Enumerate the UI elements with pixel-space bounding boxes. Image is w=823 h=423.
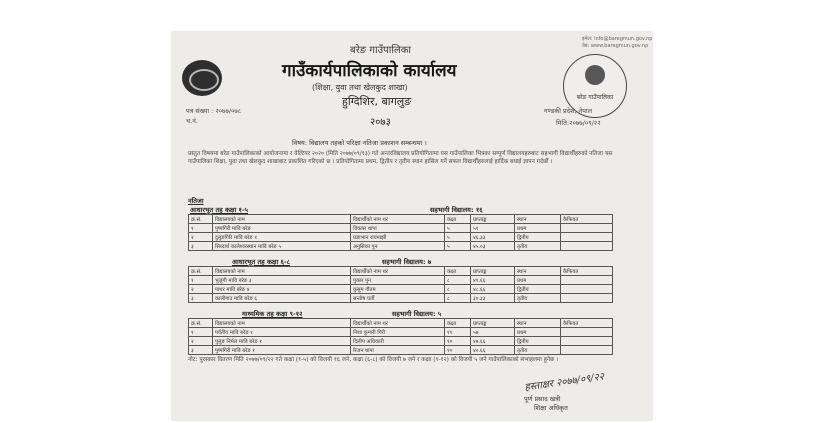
table-header-row bbox=[189, 215, 613, 224]
table-row bbox=[189, 224, 613, 233]
cell: ३ bbox=[189, 294, 213, 303]
header-cell: कक्षा bbox=[445, 319, 471, 328]
cell: १० bbox=[445, 337, 471, 346]
section-2-count: सहभागी विद्यालय: ७ bbox=[382, 258, 432, 266]
cell: द्वितीय bbox=[515, 337, 561, 346]
seal-text: बरेङ गाउँपालिका bbox=[576, 94, 614, 101]
cell: ८ bbox=[445, 285, 471, 294]
cell bbox=[561, 294, 613, 303]
scanned-letter bbox=[172, 32, 652, 420]
table-row bbox=[189, 328, 613, 337]
table-row bbox=[189, 276, 613, 285]
office-title: गाउँकार्यपालिकाको कार्यालय bbox=[282, 61, 457, 81]
signature-scribble: हस्ताक्षर २०७७/०९/२२ bbox=[523, 371, 605, 394]
results-table-3 bbox=[188, 318, 613, 355]
section-1-title: आधारभूत तह कक्षा १-५ bbox=[190, 206, 248, 214]
section-3-count: सहभागी विद्यालय: ५ bbox=[392, 310, 442, 318]
cell: भुजुंगी मावि बरेङ ३ bbox=[213, 276, 351, 285]
letter-date: मिति:२०७७/०९/२२ bbox=[556, 119, 601, 127]
cell: कुसुम गौतम bbox=[351, 285, 445, 294]
cell: निशा कुमारी गिरी bbox=[351, 328, 445, 337]
cell: ११ bbox=[445, 328, 471, 337]
cell: २ bbox=[189, 285, 213, 294]
header-cell: स्थान bbox=[515, 319, 561, 328]
footnote: नोट: पुरस्कार वितरण मिति २०७७/०९/२२ गते कक्षा (१-५) को विजयी १६ जने, कक्षा (६-८) को विजयी ७ जने र कक्षा (९-१२) को विजयी ५ जने गाउँपालिकाको सभाहलमा हुनेछ । bbox=[188, 357, 559, 363]
cell: १ bbox=[189, 276, 213, 285]
header-cell: कैफियत bbox=[561, 267, 613, 276]
header-cell: प्राप्ताङ्क bbox=[471, 215, 515, 224]
table-header-row bbox=[189, 267, 613, 276]
header-cell: विद्यालयको नाम bbox=[213, 319, 351, 328]
cell: पाथर मावि बरेङ ४ bbox=[213, 285, 351, 294]
header-cell: विद्यालयको नाम bbox=[213, 267, 351, 276]
results-table-1 bbox=[188, 214, 613, 251]
header-cell: कक्षा bbox=[445, 267, 471, 276]
cell: अनुसिका पुन bbox=[351, 242, 445, 251]
cell: सिध्दार्थ कालेश्वरस्थान मावि बरेङ ५ bbox=[213, 242, 351, 251]
cell: ५ bbox=[445, 233, 471, 242]
header-cell: क्र.सं. bbox=[189, 215, 213, 224]
table-row bbox=[189, 346, 613, 355]
table-row bbox=[189, 337, 613, 346]
cell: रिजन थापा bbox=[351, 346, 445, 355]
cell bbox=[561, 285, 613, 294]
cell: १ bbox=[189, 328, 213, 337]
cell: पुलुङ निर्मल मावि बरेङ १ bbox=[213, 337, 351, 346]
municipality-name: बरेङ गाउँपालिका bbox=[350, 45, 411, 56]
header-cell: क्र.सं. bbox=[189, 319, 213, 328]
province-line: गण्डकी प्रदेश, नेपाल bbox=[544, 107, 593, 115]
header-cell: स्थान bbox=[515, 215, 561, 224]
cell: १ bbox=[189, 224, 213, 233]
cell: ३ bbox=[189, 346, 213, 355]
cell bbox=[561, 337, 613, 346]
cell bbox=[561, 276, 613, 285]
letter-number: पत्र संख्या : २०७७/०७८ bbox=[186, 107, 242, 115]
letter-body: प्रस्तुत विषयमा बरेङ गाउँपालिकाको आयोजनामा र वेल्टियर २०२० (मिति २०७७/०९/१३) गते अन्तरविद्यालय प्रतियोगितामा यस गाउँपालिका भित्रका सम्पूर्ण विद्यालयहरुबाट सहभागी विद्यार्थीहरुको नतिजा यस गाउँपालिका शिक्षा, युवा तथा खेलकुद शाखाबाट प्रकाशित गरिएको छ । प्रतियोगितामा प्रथम, द्वितीय र तृतीय स्थान हासिल गर्ने सफल विद्यार्थीहरुलाई हार्दिक बधाई ज्ञापन गर्दछौं । bbox=[188, 151, 613, 165]
cell: पुष्पगिरी मावि बरेङ १ bbox=[213, 346, 351, 355]
cell: ८ bbox=[445, 276, 471, 285]
table-row bbox=[189, 294, 613, 303]
cell: दुलुङगिरि मावि बरेङ १ bbox=[213, 233, 351, 242]
signatory-title: शिक्षा अधिकृत bbox=[534, 404, 568, 412]
cell: ४५.०३ bbox=[471, 242, 515, 251]
cell bbox=[561, 242, 613, 251]
cell bbox=[561, 328, 613, 337]
cell: पुष्पगिरी मावि बरेङ bbox=[213, 224, 351, 233]
cell: प्रथम bbox=[515, 224, 561, 233]
email-line: इमेल: info@baregmun.gov.np bbox=[582, 36, 652, 42]
signatory-name: पूर्ण प्रसाद खत्री bbox=[524, 395, 561, 403]
cell: ५७ bbox=[471, 328, 515, 337]
header-cell: विद्यार्थीको नाम थर bbox=[351, 319, 445, 328]
cell: द्वितीय bbox=[515, 233, 561, 242]
header-cell: क्र.सं. bbox=[189, 267, 213, 276]
cell bbox=[561, 224, 613, 233]
cell: ४७.६६ bbox=[471, 337, 515, 346]
table-row bbox=[189, 233, 613, 242]
cell bbox=[561, 233, 613, 242]
cell: ३ bbox=[189, 242, 213, 251]
cell: प्रज्ञाभान रायमाझी bbox=[351, 233, 445, 242]
results-table-2 bbox=[188, 266, 613, 303]
cell: २ bbox=[189, 233, 213, 242]
header-cell: प्राप्ताङ्क bbox=[471, 267, 515, 276]
dispatch-number: च.नं. bbox=[186, 117, 198, 125]
cell: तृतीय bbox=[515, 242, 561, 251]
year-stamp: २०७३ bbox=[370, 117, 391, 128]
header-cell: कक्षा bbox=[445, 215, 471, 224]
municipality-logo-icon bbox=[182, 60, 222, 96]
cell: तृतीय bbox=[515, 294, 561, 303]
cell: पर्वतीय मावि बरेङ १ bbox=[213, 328, 351, 337]
section-3-title: माध्यमिक तह कक्षा ९-१२ bbox=[242, 310, 303, 318]
cell: विकास थापा bbox=[351, 224, 445, 233]
cell: प्रथम bbox=[515, 276, 561, 285]
table-header-row bbox=[189, 319, 613, 328]
cell: ८ bbox=[445, 294, 471, 303]
cell: तृतीय bbox=[515, 346, 561, 355]
cell: ५१ bbox=[471, 224, 515, 233]
table-row bbox=[189, 242, 613, 251]
cell: ५ bbox=[445, 224, 471, 233]
cell bbox=[561, 346, 613, 355]
cell: द्वितीय bbox=[515, 285, 561, 294]
cell: ३०.३३ bbox=[471, 294, 515, 303]
cell: ४९.६६ bbox=[471, 276, 515, 285]
header-cell: कैफियत bbox=[561, 215, 613, 224]
result-label: नतिजा bbox=[188, 197, 204, 205]
cell: सन्तोष घर्ती bbox=[351, 294, 445, 303]
section-2-title: आधारभूत तह कक्षा ६-८ bbox=[232, 258, 290, 266]
cell: ४६.३३ bbox=[471, 233, 515, 242]
cell: ४०.६६ bbox=[471, 346, 515, 355]
header-cell: विद्यालयको नाम bbox=[213, 215, 351, 224]
header-cell: विद्यार्थीको नाम थर bbox=[351, 267, 445, 276]
header-cell: प्राप्ताङ्क bbox=[471, 319, 515, 328]
office-location: हुग्दिशिर, बागलुङ bbox=[342, 95, 412, 108]
cell: कालीगाउ मावि बरेङ ६ bbox=[213, 294, 351, 303]
header-cell: कैफियत bbox=[561, 319, 613, 328]
cell: १० bbox=[445, 346, 471, 355]
header-cell: स्थान bbox=[515, 267, 561, 276]
cell: २ bbox=[189, 337, 213, 346]
cell: पुकार पुन bbox=[351, 276, 445, 285]
website-line: वेब: www.baregmun.gov.np bbox=[582, 43, 649, 49]
table-row bbox=[189, 285, 613, 294]
cell: ४८.६६ bbox=[471, 285, 515, 294]
header-cell: विद्यार्थीको नाम थर bbox=[351, 215, 445, 224]
office-subtitle: (शिक्षा, युवा तथा खेलकुद शाखा) bbox=[312, 83, 408, 92]
cell: ५ bbox=[445, 242, 471, 251]
letter-subject: विषय: विद्यालय तहको परिक्षा नतिजा प्रकाशन सम्बन्धमा । bbox=[292, 139, 427, 147]
section-1-count: सहभागी विद्यालय: १६ bbox=[430, 206, 483, 214]
cell: प्रथम bbox=[515, 328, 561, 337]
cell: दिलीप अधिकारी bbox=[351, 337, 445, 346]
